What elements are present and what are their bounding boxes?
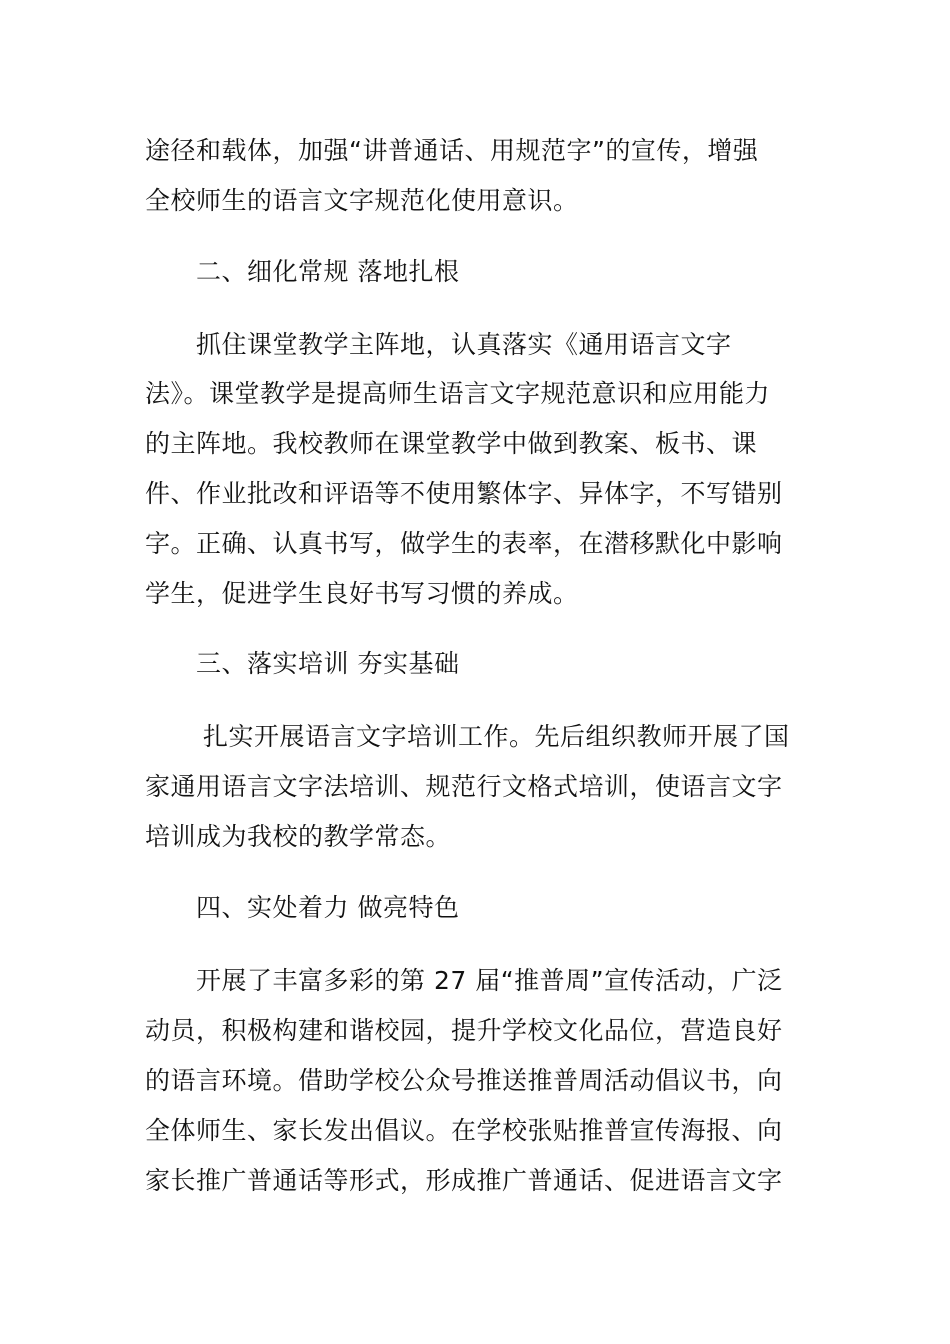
paragraph-2-line-3: 的主阵地。我校教师在课堂教学中做到教案、板书、课 xyxy=(145,429,758,458)
paragraph-2-line-5: 字。正确、认真书写，做学生的表率，在潜移默化中影响 xyxy=(145,529,783,558)
paragraph-3-line-1: 扎实开展语言文字培训工作。先后组织教师开展了国 xyxy=(203,722,790,751)
paragraph-4-line-5: 家长推广普通话等形式，形成推广普通话、促进语言文字 xyxy=(145,1166,783,1195)
paragraph-4-line-4: 全体师生、家长发出倡议。在学校张贴推普宣传海报、向 xyxy=(145,1116,783,1145)
paragraph-3-line-2: 家通用语言文字法培训、规范行文格式培训，使语言文字 xyxy=(145,772,783,801)
paragraph-1-line-1: 途径和载体，加强“讲普通话、用规范字”的宣传，增强 xyxy=(145,136,759,165)
paragraph-1-line-2: 全校师生的语言文字规范化使用意识。 xyxy=(145,186,579,215)
paragraph-3-line-3: 培训成为我校的教学常态。 xyxy=(145,822,452,851)
paragraph-2-line-2: 法》。课堂教学是提高师生语言文字规范意识和应用能力 xyxy=(145,379,771,408)
paragraph-4-line-1: 开展了丰富多彩的第 27 届“推普周”宣传活动，广泛 xyxy=(196,966,783,995)
section-heading-2: 二、细化常规 落地扎根 xyxy=(196,257,460,286)
paragraph-4-line-3: 的语言环境。借助学校公众号推送推普周活动倡议书，向 xyxy=(145,1066,783,1095)
paragraph-4-line-2: 动员，积极构建和谐校园，提升学校文化品位，营造良好 xyxy=(145,1016,783,1045)
paragraph-2-line-6: 学生，促进学生良好书写习惯的养成。 xyxy=(145,579,579,608)
paragraph-2-line-1: 抓住课堂教学主阵地，认真落实《通用语言文字 xyxy=(196,330,732,359)
paragraph-2-line-4: 件、作业批改和评语等不使用繁体字、异体字，不写错别 xyxy=(145,479,783,508)
section-heading-3: 三、落实培训 夯实基础 xyxy=(196,649,460,678)
section-heading-4: 四、实处着力 做亮特色 xyxy=(196,893,460,922)
